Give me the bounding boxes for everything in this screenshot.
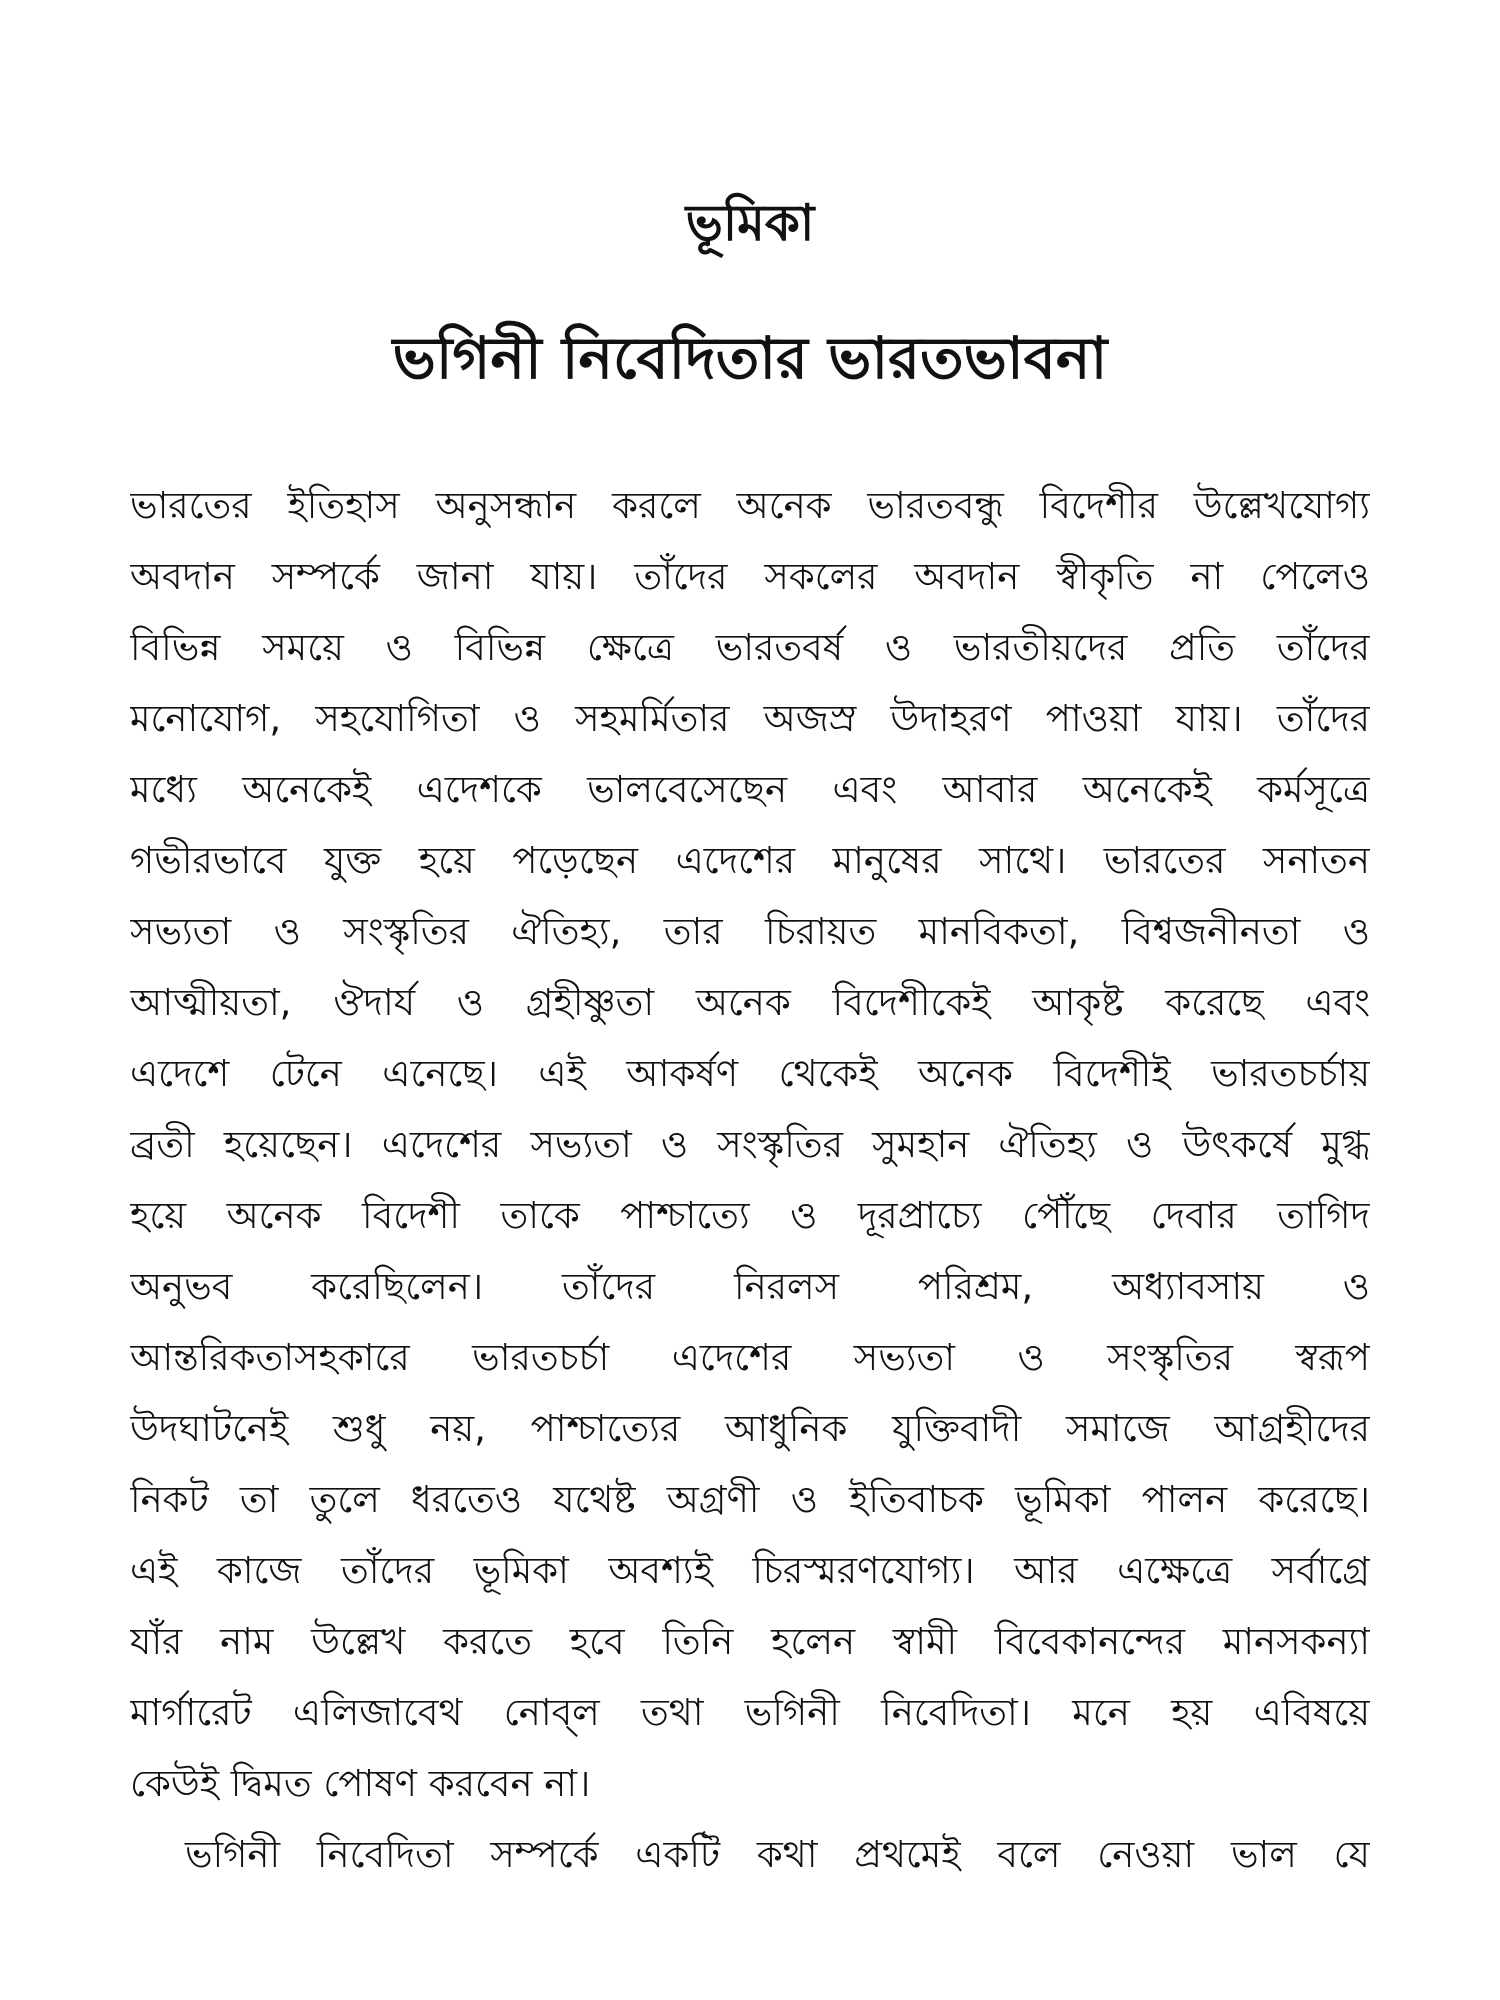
text-line: ব্রতী হয়েছেন। এদেশের সভ্যতা ও সংস্কৃতির সুমহান ঐতিহ্য ও উৎকর্ষে মুগ্ধ	[130, 1123, 1370, 1166]
text-line: আন্তরিকতাসহকারে ভারতচর্চা এদেশের সভ্যতা ও সংস্কৃতির স্বরূপ	[130, 1336, 1370, 1379]
text-line: ভগিনী নিবেদিতা সম্পর্কে একটি কথা প্রথমেই বলে নেওয়া ভাল যে	[185, 1833, 1370, 1876]
text-line: সভ্যতা ও সংস্কৃতির ঐতিহ্য, তার চিরায়ত মানবিকতা, বিশ্বজনীনতা ও	[130, 910, 1370, 953]
text-line: বিভিন্ন সময়ে ও বিভিন্ন ক্ষেত্রে ভারতবর্ষ ও ভারতীয়দের প্রতি তাঁদের	[130, 626, 1370, 669]
text-line: অবদান সম্পর্কে জানা যায়। তাঁদের সকলের অবদান স্বীকৃতি না পেলেও	[130, 555, 1370, 598]
text-line: আত্মীয়তা, ঔদার্য ও গ্রহীষ্ণুতা অনেক বিদেশীকেই আকৃষ্ট করেছে এবং	[130, 981, 1370, 1024]
text-line: নিকট তা তুলে ধরতেও যথেষ্ট অগ্রণী ও ইতিবাচক ভূমিকা পালন করেছে।	[130, 1478, 1370, 1521]
text-line: মনোযোগ, সহযোগিতা ও সহমর্মিতার অজস্র উদাহরণ পাওয়া যায়। তাঁদের	[130, 697, 1370, 740]
text-line: ভারতের ইতিহাস অনুসন্ধান করলে অনেক ভারতবন্ধু বিদেশীর উল্লেখযোগ্য	[130, 484, 1370, 527]
paragraph-2	[130, 1819, 1370, 1890]
text-line: এই কাজে তাঁদের ভূমিকা অবশ্যই চিরস্মরণযোগ্য। আর এক্ষেত্রে সর্বাগ্রে	[130, 1549, 1370, 1592]
text-line: এদেশে টেনে এনেছে। এই আকর্ষণ থেকেই অনেক বিদেশীই ভারতচর্চায়	[130, 1052, 1370, 1095]
text-line: মার্গারেট এলিজাবেথ নোব্‌ল তথা ভগিনী নিবেদিতা। মনে হয় এবিষয়ে	[130, 1691, 1370, 1734]
text-line: মধ্যে অনেকেই এদেশকে ভালবেসেছেন এবং আবার অনেকেই কর্মসূত্রে	[130, 768, 1370, 811]
section-label: ভূমিকা	[685, 194, 815, 252]
text-line: উদঘাটনেই শুধু নয়, পাশ্চাত্যের আধুনিক যুক্তিবাদী সমাজে আগ্রহীদের	[130, 1407, 1370, 1450]
chapter-title: ভগিনী নিবেদিতার ভারতভাবনা	[392, 324, 1108, 392]
text-line: যাঁর নাম উল্লেখ করতে হবে তিনি হলেন স্বামী বিবেকানন্দের মানসকন্যা	[130, 1620, 1370, 1663]
text-line: গভীরভাবে যুক্ত হয়ে পড়েছেন এদেশের মানুষের সাথে। ভারতের সনাতন	[130, 839, 1370, 882]
text-line: হয়ে অনেক বিদেশী তাকে পাশ্চাত্যে ও দূরপ্রাচ্যে পৌঁছে দেবার তাগিদ	[130, 1194, 1370, 1237]
paragraph-1	[130, 470, 1370, 1819]
text-line: কেউই দ্বিমত পোষণ করবেন না।	[130, 1762, 591, 1805]
body-text	[130, 470, 1370, 1890]
text-line: অনুভব করেছিলেন। তাঁদের নিরলস পরিশ্রম, অধ্যাবসায় ও	[130, 1265, 1370, 1308]
